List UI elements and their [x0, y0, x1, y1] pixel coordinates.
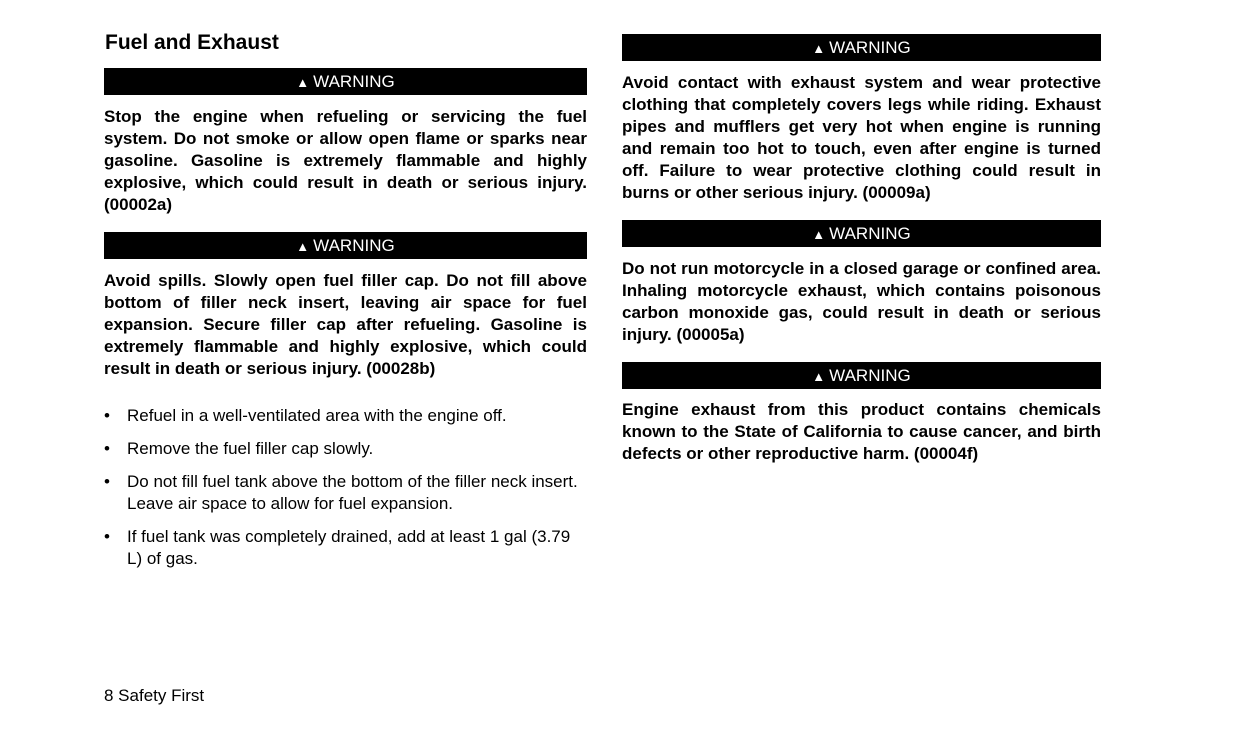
- warning-label: WARNING: [829, 38, 911, 57]
- warning-text: Engine exhaust from this product contains chemicals known to the State of California to cause cancer, and birth defects or other reproductive harm. (00004f): [622, 400, 1101, 463]
- warning-triangle-icon: ▲: [812, 41, 826, 56]
- warning-label: WARNING: [313, 72, 395, 91]
- warning-banner: [104, 68, 587, 95]
- list-item: • If fuel tank was completely drained, add at least 1 gal (3.79 L) of gas.: [104, 526, 587, 570]
- warning-text: Avoid spills. Slowly open fuel filler cap. Do not fill above bottom of filler neck insert, leaving air space for fuel expansion. Secure filler cap after refueling. Gasoline is extremely flammable and highly explosive, which could result in death or serious injury. (00028b): [104, 271, 587, 378]
- warning-text: Stop the engine when refueling or servicing the fuel system. Do not smoke or allow open flame or sparks near gasoline. Gasoline is extremely flammable and highly explosive, which could result in death or serious injury. (00002a): [104, 107, 587, 214]
- warning-label: WARNING: [829, 366, 911, 385]
- warning-banner: [622, 34, 1101, 61]
- warning-text: Do not run motorcycle in a closed garage or confined area. Inhaling motorcycle exhaust, which contains poisonous carbon monoxide gas, could result in death or serious injury. (00005a): [622, 259, 1101, 344]
- warning-text: Avoid contact with exhaust system and wear protective clothing that completely covers legs while riding. Exhaust pipes and mufflers get very hot when engine is running and remain too hot to touch, even after engine is turned off. Failure to wear protective clothing could result in burns or other serious injury. (00009a): [622, 73, 1101, 202]
- warning-triangle-icon: ▲: [296, 75, 310, 90]
- warning-banner: [104, 232, 587, 259]
- warning-triangle-icon: ▲: [296, 239, 310, 254]
- list-item: • Do not fill fuel tank above the bottom of the filler neck insert. Leave air space to allow for fuel expansion.: [104, 471, 587, 515]
- page-footer: 8 Safety First: [104, 686, 205, 705]
- warning-triangle-icon: ▲: [812, 369, 826, 384]
- section-title: Fuel and Exhaust: [105, 31, 279, 54]
- warning-triangle-icon: ▲: [812, 227, 826, 242]
- warning-label: WARNING: [829, 224, 911, 243]
- list-item: • Remove the fuel filler cap slowly.: [104, 438, 587, 460]
- warning-banner: [622, 362, 1101, 389]
- refuel-bullet-list: [104, 405, 587, 581]
- warning-banner: [622, 220, 1101, 247]
- warning-label: WARNING: [313, 236, 395, 255]
- list-item: • Refuel in a well-ventilated area with the engine off.: [104, 405, 587, 427]
